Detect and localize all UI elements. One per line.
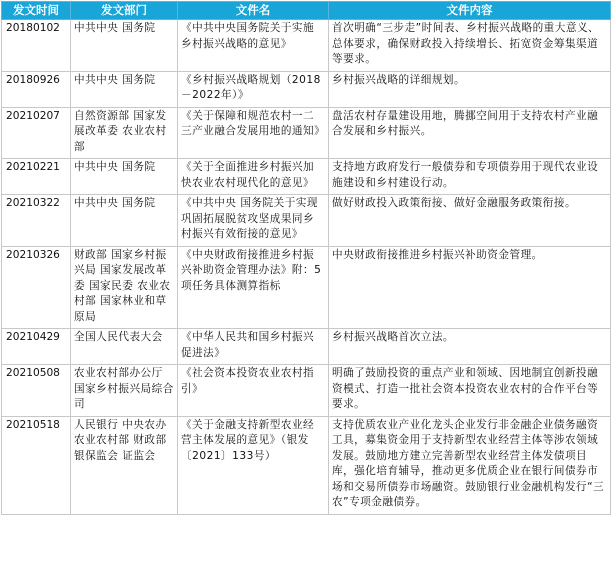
- cell-date: 20180926: [2, 71, 71, 107]
- cell-content: 盘活农村存量建设用地，腾挪空间用于支持农村产业融合发展和乡村振兴。: [329, 107, 611, 159]
- cell-content: 首次明确“三步走”时间表、乡村振兴战略的重大意义、总体要求，确保财政投入持续增长、拓宽资金筹集渠道等要求。: [329, 20, 611, 72]
- cell-doc: 《社会资本投资农业农村指引》: [178, 365, 329, 417]
- cell-dept: 农业农村部办公厅 国家乡村振兴局综合司: [71, 365, 178, 417]
- table-row: [2, 329, 611, 365]
- cell-doc: 《中共中央国务院关于实施乡村振兴战略的意见》: [178, 20, 329, 72]
- cell-date: 20210326: [2, 246, 71, 329]
- cell-dept: 全国人民代表大会: [71, 329, 178, 365]
- cell-content: 中央财政衔接推进乡村振兴补助资金管理。: [329, 246, 611, 329]
- cell-doc: 《中共中央 国务院关于实现巩固拓展脱贫攻坚成果同乡村振兴有效衔接的意见》: [178, 195, 329, 247]
- cell-date: 20210508: [2, 365, 71, 417]
- cell-dept: 中共中央 国务院: [71, 20, 178, 72]
- cell-content: 乡村振兴战略的详细规划。: [329, 71, 611, 107]
- header-dept: 发文部门: [71, 2, 178, 20]
- table-row: [2, 416, 611, 514]
- cell-doc: 《中央财政衔接推进乡村振兴补助资金管理办法》附：5项任务具体测算指标: [178, 246, 329, 329]
- cell-dept: 中共中央 国务院: [71, 159, 178, 195]
- cell-content: 支持地方政府发行一般债券和专项债券用于现代农业设施建设和乡村建设行动。: [329, 159, 611, 195]
- table-row: [2, 195, 611, 247]
- cell-dept: 财政部 国家乡村振兴局 国家发展改革委 国家民委 农业农村部 国家林业和草原局: [71, 246, 178, 329]
- cell-dept: 人民银行 中央农办 农业农村部 财政部 银保监会 证监会: [71, 416, 178, 514]
- cell-date: 20210322: [2, 195, 71, 247]
- cell-content: 明确了鼓励投资的重点产业和领域、因地制宜创新投融资模式、打造一批社会资本投资农业农村的合作平台等要求。: [329, 365, 611, 417]
- header-date: 发文时间: [2, 2, 71, 20]
- cell-doc: 《关于金融支持新型农业经营主体发展的意见》（银发〔2021〕133号）: [178, 416, 329, 514]
- cell-dept: 中共中央 国务院: [71, 195, 178, 247]
- cell-date: 20210429: [2, 329, 71, 365]
- table-row: [2, 20, 611, 72]
- header-content: 文件内容: [329, 2, 611, 20]
- cell-date: 20210518: [2, 416, 71, 514]
- table-row: [2, 107, 611, 159]
- cell-doc: 《关于全面推进乡村振兴加快农业农村现代化的意见》: [178, 159, 329, 195]
- cell-doc: 《乡村振兴战略规划（2018－2022年）》: [178, 71, 329, 107]
- cell-date: 20210207: [2, 107, 71, 159]
- cell-date: 20210221: [2, 159, 71, 195]
- cell-doc: 《中华人民共和国乡村振兴促进法》: [178, 329, 329, 365]
- cell-content: 乡村振兴战略首次立法。: [329, 329, 611, 365]
- table-row: [2, 71, 611, 107]
- policy-table: [1, 1, 611, 515]
- table-row: [2, 246, 611, 329]
- table-header-row: [2, 2, 611, 20]
- table-row: [2, 159, 611, 195]
- cell-dept: 中共中央 国务院: [71, 71, 178, 107]
- cell-date: 20180102: [2, 20, 71, 72]
- cell-content: 支持优质农业产业化龙头企业发行非金融企业债务融资工具，募集资金用于支持新型农业经营主体等涉农领域发展。鼓励地方建立完善新型农业经营主体发债项目库，强化培育辅导，推动更多优质企业在银行间债券市场和交易所债券市场融资。鼓励银行业金融机构发行“三农”专项金融债券。: [329, 416, 611, 514]
- cell-content: 做好财政投入政策衔接、做好金融服务政策衔接。: [329, 195, 611, 247]
- cell-dept: 自然资源部 国家发展改革委 农业农村部: [71, 107, 178, 159]
- table-row: [2, 365, 611, 417]
- header-doc: 文件名: [178, 2, 329, 20]
- cell-doc: 《关于保障和规范农村一二三产业融合发展用地的通知》: [178, 107, 329, 159]
